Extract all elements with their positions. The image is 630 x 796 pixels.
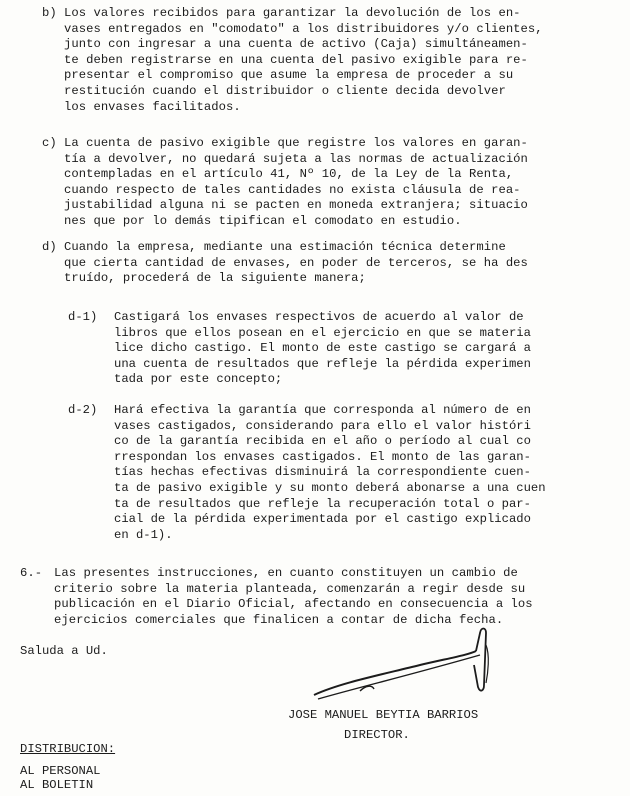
paragraph-c-marker: c) bbox=[42, 136, 57, 150]
paragraph-d2 bbox=[68, 403, 614, 543]
distribution-heading: DISTRIBUCION: bbox=[20, 742, 116, 756]
paragraph-6-text: Las presentes instrucciones, en cuanto constituyen un cambio de criterio sobre la materia planteada, comenzarán a regir desde su publicación en el Diario Oficial, afectando en consecuencia a los ejercicios comerciales que finalicen a contar de dicha fecha. bbox=[54, 566, 533, 627]
paragraph-d1-marker: d-1) bbox=[68, 310, 98, 324]
paragraph-d2-marker: d-2) bbox=[68, 403, 98, 417]
signatory-title: DIRECTOR. bbox=[344, 728, 410, 742]
paragraph-b-text: Los valores recibidos para garantizar la devolución de los en- vases entregados en "comodato" a los distribuidores y/o clientes, junto con ingresar a una cuenta de activo (Caja) simultáneamen- te deben registrarse en una cuenta del pasivo exigible para re- presentar el compromiso que asume la empresa de proceder a su restitución cuando el distribuidor o cliente decida devolver los envases facilitados. bbox=[64, 6, 543, 114]
paragraph-b bbox=[42, 6, 624, 115]
paragraph-d2-text: Hará efectiva la garantía que corresponda al número de en vases castigados, considerando para ello el valor históri co de la garantía recibida en el año o período al cual co rrespondan los envases castigados. El monto de las garan- tías hechas efectivas disminuirá la correspondiente cuen- ta de pasivo exigible y su monto deberá abonarse a una cuen ta de resultados que refleje la recuperación total o par- cial de la pérdida experimentada por el castigo explicado en d-1). bbox=[114, 403, 546, 542]
paragraph-d1-text: Castigará los envases respectivos de acuerdo al valor de libros que ellos posean en el ejercicio en que se materia lice dicho castigo. El monto de este castigo se cargará a una cuenta de resultados que refleje la pérdida experimen tada por este concepto; bbox=[114, 310, 531, 387]
paragraph-d1 bbox=[68, 310, 614, 388]
distribution-item-boletin: AL BOLETIN bbox=[20, 778, 94, 792]
distribution-item-personal: AL PERSONAL bbox=[20, 764, 101, 778]
paragraph-c-text: La cuenta de pasivo exigible que registre los valores en garan- tía a devolver, no quedará sujeta a las normas de actualización contempladas en el artículo 41, Nº 10, de la Ley de la Renta, cuando respecto de tales cantidades no exista cláusula de rea- justabilidad alguna ni se pacten en moneda extranjera; situacio nes que por lo demás tipifican el comodato en estudio. bbox=[64, 136, 528, 228]
paragraph-d-marker: d) bbox=[42, 240, 57, 254]
paragraph-d-text: Cuando la empresa, mediante una estimación técnica determine que cierta cantidad de envases, en poder de terceros, se ha des truído, procederá de la siguiente manera; bbox=[64, 240, 528, 286]
paragraph-c bbox=[42, 136, 624, 230]
closing-greeting: Saluda a Ud. bbox=[20, 644, 108, 658]
paragraph-6 bbox=[20, 566, 624, 628]
handwritten-signature bbox=[300, 625, 520, 715]
signatory-name: JOSE MANUEL BEYTIA BARRIOS bbox=[288, 708, 479, 722]
paragraph-d bbox=[42, 240, 624, 287]
paragraph-b-marker: b) bbox=[42, 6, 57, 20]
paragraph-6-marker: 6.- bbox=[20, 566, 43, 580]
